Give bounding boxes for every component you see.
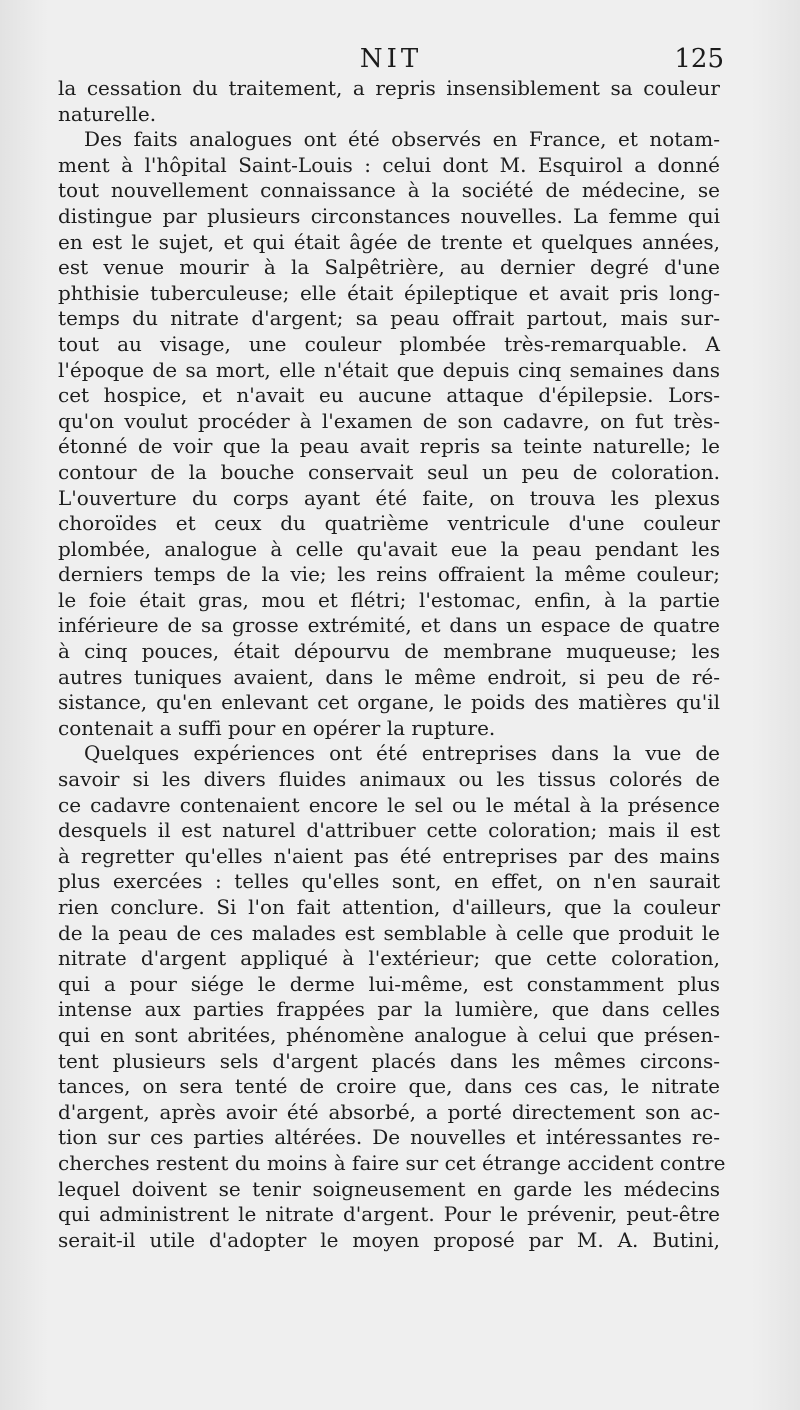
text-line: sistance, qu'en enlevant cet organe, le poids des matières qu'il: [58, 690, 720, 715]
text-line: qu'on voulut procéder à l'examen de son cadavre, on fut très-: [58, 408, 720, 433]
text-line: cet hospice, et n'avait eu aucune attaque d'épilepsie. Lors-: [58, 383, 720, 408]
text-line: inférieure de sa grosse extrémité, et dans un espace de quatre: [58, 613, 720, 638]
text-line: tion sur ces parties altérées. De nouvelles et intéressantes re-: [58, 1125, 720, 1150]
text-line: l'époque de sa mort, elle n'était que depuis cinq semaines dans: [58, 357, 720, 382]
text-line: tances, on sera tenté de croire que, dans ces cas, le nitrate: [58, 1074, 720, 1099]
text-line: de la peau de ces malades est semblable à celle que produit le: [58, 920, 720, 945]
text-line: autres tuniques avaient, dans le même endroit, si peu de ré-: [58, 664, 720, 689]
text-line: Quelques expériences ont été entreprises dans la vue de: [84, 741, 720, 766]
text-line: tent plusieurs sels d'argent placés dans les mêmes circons-: [58, 1048, 720, 1073]
text-line: cherches restent du moins à faire sur cet étrange accident contre: [58, 1150, 726, 1175]
text-line: intense aux parties frappées par la lumière, que dans celles: [58, 997, 720, 1022]
text-line: qui en sont abritées, phénomène analogue à celui que présen-: [58, 1022, 720, 1047]
text-line: étonné de voir que la peau avait repris sa teinte naturelle; le: [58, 434, 720, 459]
text-line: le foie était gras, mou et flétri; l'estomac, enfin, à la partie: [58, 587, 720, 612]
text-line: d'argent, après avoir été absorbé, a porté directement son ac-: [58, 1099, 720, 1124]
text-line: ce cadavre contenaient encore le sel ou le métal à la présence: [58, 792, 720, 817]
text-line: phthisie tuberculeuse; elle était épileptique et avait pris long-: [58, 280, 720, 305]
text-line: naturelle.: [58, 101, 157, 126]
text-line: contour de la bouche conservait seul un peu de coloration.: [58, 459, 720, 484]
running-head: NIT: [359, 44, 423, 74]
text-line: savoir si les divers fluides animaux ou les tissus colorés de: [58, 767, 720, 792]
text-line: plus exercées : telles qu'elles sont, en effet, on n'en saurait: [58, 869, 720, 894]
text-line: la cessation du traitement, a repris insensiblement sa couleur: [58, 76, 720, 100]
text-line: nitrate d'argent appliqué à l'extérieur; que cette coloration,: [58, 946, 720, 971]
text-line: à cinq pouces, était dépourvu de membrane muqueuse; les: [58, 639, 720, 664]
text-line: lequel doivent se tenir soigneusement en garde les médecins: [58, 1176, 720, 1201]
text-line: contenait a suffi pour en opérer la rupture.: [58, 715, 496, 740]
text-line: distingue par plusieurs circonstances nouvelles. La femme qui: [58, 203, 720, 228]
text-line: Des faits analogues ont été observés en France, et notam-: [84, 127, 720, 152]
page-number: 125: [674, 44, 724, 74]
body-text: [58, 76, 726, 1253]
text-line: desquels il est naturel d'attribuer cette coloration; mais il est: [58, 818, 720, 843]
text-line: temps du nitrate d'argent; sa peau offrait partout, mais sur-: [58, 306, 720, 331]
text-line: rien conclure. Si l'on fait attention, d'ailleurs, que la couleur: [58, 895, 720, 919]
text-line: en est le sujet, et qui était âgée de trente et quelques années,: [58, 229, 720, 254]
text-line: derniers temps de la vie; les reins offraient la même couleur;: [58, 562, 720, 587]
text-line: ment à l'hôpital Saint-Louis : celui dont M. Esquirol a donné: [58, 152, 720, 177]
text-line: qui administrent le nitrate d'argent. Pour le prévenir, peut-être: [58, 1202, 720, 1227]
text-line: est venue mourir à la Salpêtrière, au dernier degré d'une: [58, 255, 720, 280]
text-line: choroïdes et ceux du quatrième ventricule d'une couleur: [58, 511, 720, 536]
text-line: plombée, analogue à celle qu'avait eue la peau pendant les: [58, 536, 720, 561]
text-line: à regretter qu'elles n'aient pas été entreprises par des mains: [58, 843, 720, 868]
text-line: qui a pour siége le derme lui-même, est constamment plus: [58, 971, 720, 996]
text-line: serait-il utile d'adopter le moyen proposé par M. A. Butini,: [58, 1227, 720, 1252]
text-line: tout nouvellement connaissance à la société de médecine, se: [58, 178, 720, 203]
text-line: tout au visage, une couleur plombée très-remarquable. A: [58, 331, 720, 356]
text-line: L'ouverture du corps ayant été faite, on trouva les plexus: [58, 485, 720, 510]
